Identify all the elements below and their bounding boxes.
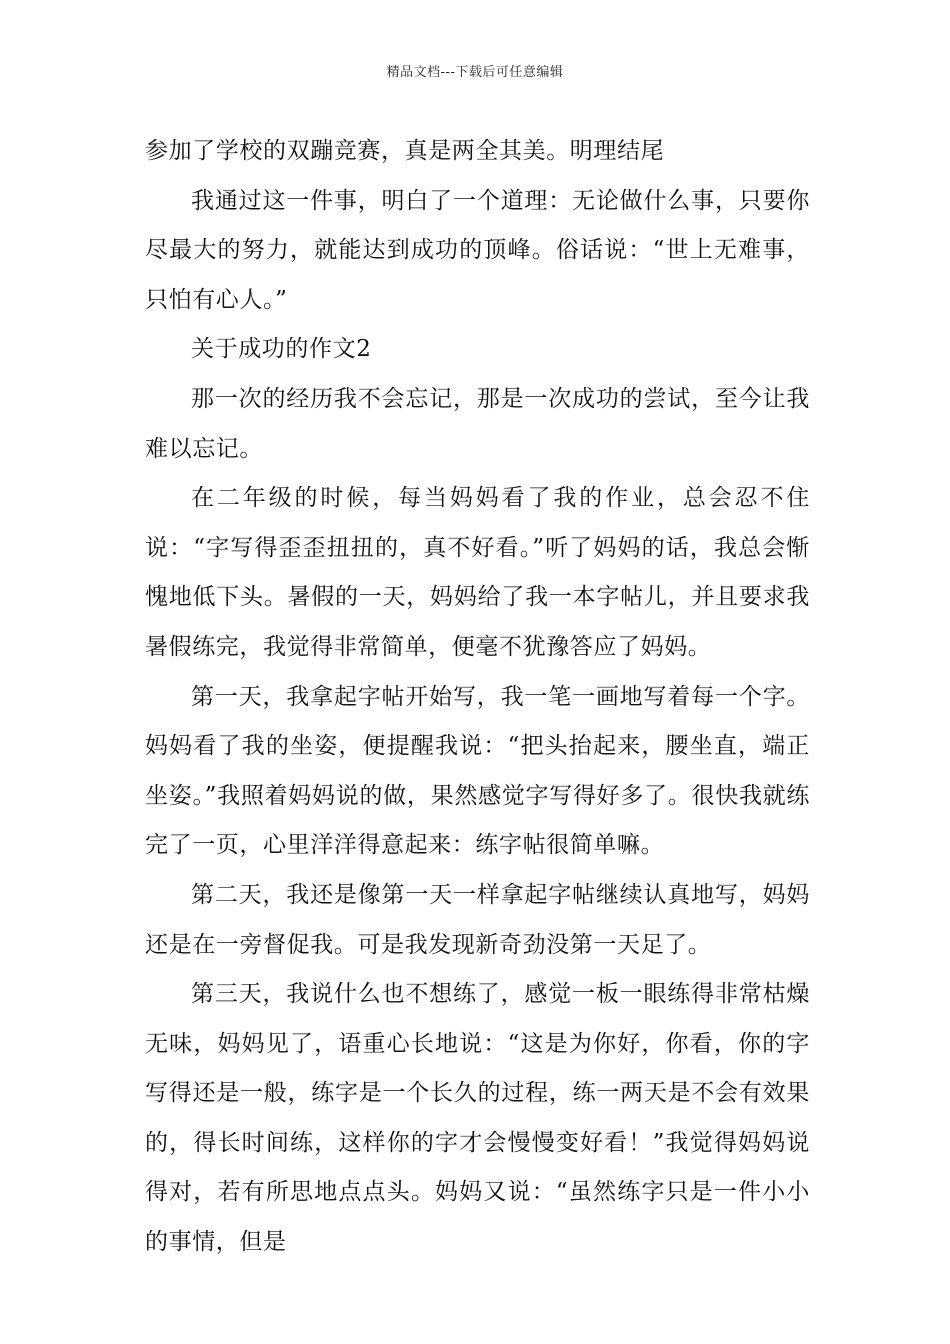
article-body <box>145 127 810 1268</box>
paragraph: 我通过这一件事，明白了一个道理：无论做什么事，只要你尽最大的努力，就能达到成功的顶峰。俗话说：“世上无难事，只怕有心人。” <box>145 187 810 313</box>
paragraph: 那一次的经历我不会忘记，那是一次成功的尝试，至今让我难以忘记。 <box>145 385 810 462</box>
page-header: 精品文档---下载后可任意编辑 <box>386 65 564 80</box>
paragraph: 第一天，我拿起字帖开始写，我一笔一画地写着每一个字。妈妈看了我的坐姿，便提醒我说：“把头抬起来，腰坐直，端正坐姿。”我照着妈妈说的做，果然感觉字写得好多了。很快我就练完了一页，心里洋洋得意起来：练字帖很简单嘛。 <box>145 683 810 859</box>
paragraph: 第三天，我说什么也不想练了，感觉一板一眼练得非常枯燥无味，妈妈见了，语重心长地说：“这是为你好，你看，你的字写得还是一般，练字是一个长久的过程，练一两天是不会有效果的，得长时间练，这样你的字才会慢慢变好看！”我觉得妈妈说得对，若有所思地点点头。妈妈又说：“虽然练字只是一件小小的事情，但是 <box>145 981 810 1256</box>
paragraph-continuation: 参加了学校的双蹦竞赛，真是两全其美。明理结尾 <box>145 138 665 164</box>
paragraph: 在二年级的时候，每当妈妈看了我的作业，总会忍不住说：“字写得歪歪扭扭的，真不好看。”听了妈妈的话，我总会惭愧地低下头。暑假的一天，妈妈给了我一本字帖儿，并且要求我暑假练完，我觉得非常简单，便毫不犹豫答应了妈妈。 <box>145 485 810 660</box>
essay-title: 关于成功的作文2 <box>191 336 372 363</box>
paragraph: 第二天，我还是像第一天一样拿起字帖继续认真地写，妈妈还是在一旁督促我。可是我发现新奇劲没第一天足了。 <box>145 881 810 958</box>
